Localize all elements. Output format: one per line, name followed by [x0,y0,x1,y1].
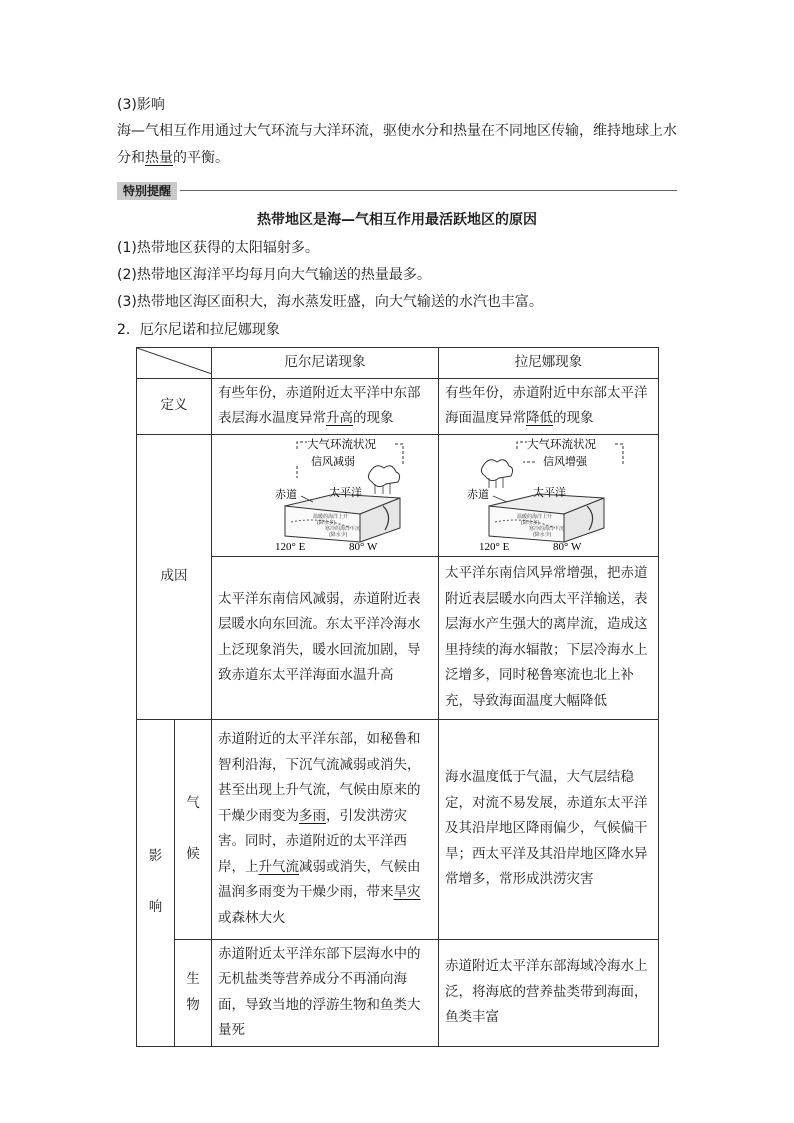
fig-lon-west: 120° E [478,541,509,553]
underlined-term: 热量 [145,150,173,166]
svg-text:温暖的海洋上升: 温暖的海洋上升 [313,514,349,520]
lanina-diagram [449,436,649,554]
definition-elnino: 有些年份，赤道附近太平洋中东部表层海水温度异常升高的现象 [212,378,439,434]
diagonal-line [137,348,212,374]
svg-text:(降水多): (降水多) [520,520,539,526]
comparison-table [136,347,659,1047]
svg-text:温暖的海洋上升: 温暖的海洋上升 [516,514,552,520]
svg-text:(降水多): (降水多) [317,520,336,526]
fig-lon-east: 80° W [552,541,581,553]
cause-elnino: 太平洋东南信风减弱，赤道附近表层暖水向东回流。东太平洋冷海水上泛现象消失，暖水回流加剧，导致赤道东太平洋海面水温升高 [212,556,439,719]
svg-text:(降水少): (降水少) [329,532,348,538]
fig-ocean-label: 太平洋 [532,487,566,499]
fig-title: 大气环流状况 [526,439,596,451]
note-item-2: (2)热带地区海洋平均每月向大气输送的热量最多。 [117,267,431,283]
climate-elnino: 赤道附近的太平洋东部，如秘鲁和智利沿海，下沉气流减弱或消失，甚至出现上升气流，气候由原来的干燥少雨变为多雨，引发洪涝灾害。同时，赤道附近的太平洋西岸，上升气流减弱或消失，气候由温润多雨变为干燥少雨，带来旱灾或森林大火 [212,719,439,939]
sub-head-climate: 气 候 [175,719,212,939]
climate-lanina: 海水温度低于气温，大气层结稳定，对流不易发展，赤道东太平洋及其沿岸地区降雨偏少，气候偏干旱；西太平洋及其沿岸地区降水异常增多，常形成洪涝灾害 [439,719,659,939]
section-line-1: 海—气相互作用通过大气环流与大洋环流，驱使水分和热量在不同地区传输，维持地球上水 [117,123,677,139]
section-line-2: 分和热量的平衡。 [117,150,229,166]
fig-equator-label: 赤道 [275,489,297,501]
svg-text:寒冷的海洋下沉: 寒冷的海洋下沉 [325,526,361,532]
fig-lon-west: 120° E [275,541,306,553]
elnino-diagram [225,436,425,554]
definition-lanina: 有些年份，赤道附近中东部太平洋海面温度异常降低的现象 [439,378,659,434]
note-tag: 特别提醒 [117,182,177,200]
fig-lon-east: 80° W [349,541,378,553]
bio-lanina: 赤道附近太平洋东部海域冷海水上泛，将海底的营养盐类带到海面，鱼类丰富 [439,939,659,1046]
figure-elnino [212,434,439,556]
header-lanina: 拉尼娜现象 [439,348,659,379]
fig-equator-label: 赤道 [466,489,489,501]
svg-text:(降水少): (降水少) [532,532,551,538]
bio-elnino: 赤道附近太平洋东部下层海水中的无机盐类等营养成分不再涌向海面，导致当地的浮游生物和鱼类大量死 [212,939,439,1046]
cause-lanina: 太平洋东南信风异常增强，把赤道附近表层暖水向西太平洋输送，表层海水产生强大的离岸流，造成这里持续的海水辐散；下层冷海水上泛增多，同时秘鲁寒流也北上补充，导致海面温度大幅降低 [439,556,659,719]
fig-title: 大气环流状况 [307,439,376,451]
note-item-3: (3)热带地区海区面积大，海水蒸发旺盛，向大气输送的水汽也丰富。 [117,294,543,310]
cloud-icon [368,466,399,487]
header-elnino: 厄尔尼诺现象 [212,348,439,379]
fig-ocean-label: 太平洋 [329,487,362,499]
note-item-1: (1)热带地区获得的太阳辐射多。 [117,240,319,256]
row-head-impact: 影 响 [137,719,175,1046]
row-head-definition: 定义 [137,378,212,434]
note-divider [180,190,677,191]
fig-wind-label: 信风增强 [542,456,587,468]
cloud-icon [481,460,512,481]
subsection-heading: 2．厄尔尼诺和拉尼娜现象 [117,322,280,338]
note-title: 热带地区是海—气相互作用最活跃地区的原因 [257,212,537,228]
figure-lanina [439,434,659,556]
svg-text:寒冷的海洋下沉: 寒冷的海洋下沉 [528,526,564,532]
row-head-cause: 成因 [137,434,212,719]
sub-head-biology: 生 物 [175,939,212,1046]
fig-wind-label: 信风减弱 [311,456,355,468]
section-heading: (3)影响 [117,97,165,113]
diagonal-header-cell [137,348,212,379]
